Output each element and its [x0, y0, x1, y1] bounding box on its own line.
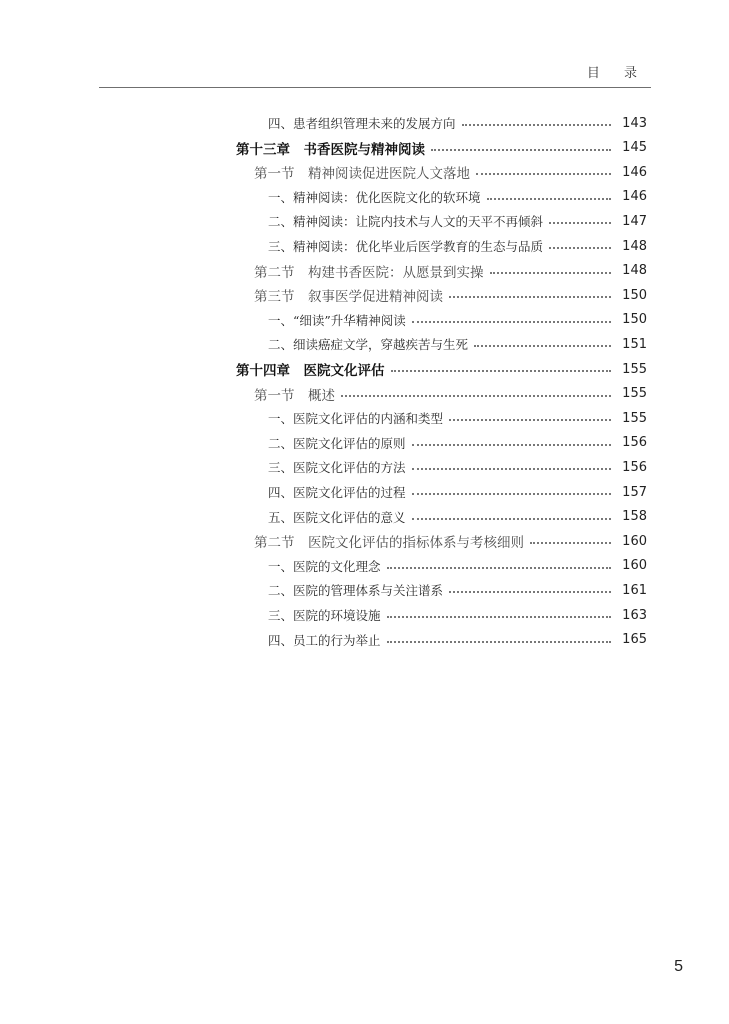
toc-entry-page-number: 158	[622, 509, 647, 525]
toc-entry-page-number: 143	[622, 115, 647, 131]
toc-entry-item[interactable]	[268, 579, 647, 601]
toc-entry-page-number: 146	[622, 189, 647, 205]
toc-entry-page-number: 155	[622, 361, 647, 377]
toc-entry-page-number: 146	[622, 164, 647, 180]
toc-entry-item[interactable]	[268, 210, 647, 232]
dot-leader	[431, 149, 611, 151]
toc-entry-title: 二、精神阅读：让院内技术与人文的天平不再倾斜	[268, 214, 544, 230]
toc-entry-title: 第十三章 书香医院与精神阅读	[236, 141, 425, 158]
toc-entry-title: 二、医院文化评估的原则	[268, 435, 406, 451]
toc-entry-title: 三、精神阅读：优化毕业后医学教育的生态与品质	[268, 239, 544, 254]
toc-entry-item[interactable]	[268, 235, 647, 257]
toc-entry-section[interactable]	[254, 260, 647, 282]
toc-entry-item[interactable]	[268, 309, 647, 331]
toc-entry-title: 二、细读癌症文学，穿越疾苦与生死	[268, 337, 469, 353]
toc-entry-title: 第一节 概述	[254, 387, 335, 404]
toc-entry-page-number: 148	[622, 263, 647, 279]
toc-entry-page-number: 157	[622, 484, 647, 500]
toc-entry-page-number: 161	[622, 582, 647, 598]
toc-entry-page-number: 156	[622, 435, 647, 451]
toc-entry-section[interactable]	[254, 383, 647, 405]
dot-leader	[449, 419, 611, 421]
toc-entry-item[interactable]	[268, 629, 647, 651]
toc-entry-page-number: 155	[622, 410, 647, 426]
toc-entry-item[interactable]	[268, 186, 647, 208]
toc-entry-title: 四、员工的行为举止	[268, 632, 381, 648]
toc-entry-item[interactable]	[268, 481, 647, 503]
toc-entry-page-number: 165	[622, 632, 647, 648]
toc-entry-title: 四、患者组织管理未来的发展方向	[268, 116, 456, 131]
toc-entry-item[interactable]	[268, 112, 647, 134]
dot-leader	[412, 321, 611, 323]
toc-entry-title: 第三节 叙事医学促进精神阅读	[254, 289, 443, 306]
dot-leader	[387, 641, 611, 643]
toc-entry-page-number: 151	[622, 336, 647, 352]
dot-leader	[387, 616, 611, 618]
toc-entry-page-number: 150	[622, 312, 647, 328]
toc-entry-title: 第十四章 医院文化评估	[236, 363, 385, 379]
toc-entry-page-number: 163	[622, 607, 647, 623]
toc-entry-page-number: 155	[622, 386, 647, 402]
dot-leader	[476, 173, 611, 175]
dot-leader	[412, 518, 611, 520]
toc-entry-item[interactable]	[268, 456, 647, 478]
toc-entry-title: 三、医院的环境设施	[268, 608, 381, 623]
toc-entry-page-number: 156	[622, 459, 647, 475]
dot-leader	[412, 493, 611, 495]
toc-entry-page-number: 150	[622, 287, 647, 303]
toc-entry-title: 一、医院的文化理念	[268, 558, 381, 574]
toc-entry-title: 四、医院文化评估的过程	[268, 485, 406, 500]
toc-entry-title: 一、“细读”升华精神阅读	[268, 312, 406, 328]
toc-entry-item[interactable]	[268, 432, 647, 454]
header-divider	[99, 87, 651, 88]
toc-entry-item[interactable]	[268, 604, 647, 626]
running-header-title: 目 录	[586, 66, 647, 81]
toc-entry-page-number: 145	[622, 140, 647, 156]
toc-entry-section[interactable]	[254, 161, 647, 183]
toc-entry-item[interactable]	[268, 333, 647, 355]
toc-entry-page-number: 148	[622, 238, 647, 254]
dot-leader	[474, 345, 611, 347]
dot-leader	[449, 296, 611, 298]
page-number: 5	[674, 958, 683, 975]
dot-leader	[412, 444, 611, 446]
toc-entry-chapter[interactable]	[236, 137, 647, 159]
toc-entry-title: 二、医院的管理体系与关注谱系	[268, 583, 444, 599]
toc-entry-section[interactable]	[254, 530, 647, 552]
dot-leader	[387, 567, 611, 569]
dot-leader	[462, 124, 611, 126]
dot-leader	[549, 222, 611, 224]
toc-entry-title: 三、医院文化评估的方法	[268, 460, 406, 476]
toc-entry-page-number: 147	[622, 213, 647, 229]
toc-entry-chapter[interactable]	[236, 358, 647, 380]
dot-leader	[449, 591, 611, 593]
dot-leader	[412, 468, 611, 470]
dot-leader	[530, 542, 611, 544]
toc-entry-page-number: 160	[622, 533, 647, 549]
toc-entry-title: 第一节 精神阅读促进医院人文落地	[254, 166, 470, 183]
dot-leader	[490, 272, 612, 274]
toc-entry-title: 第二节 构建书香医院：从愿景到实操	[254, 264, 484, 281]
dot-leader	[341, 395, 611, 397]
toc-entry-section[interactable]	[254, 284, 647, 306]
dot-leader	[391, 370, 612, 372]
toc-entry-item[interactable]	[268, 506, 647, 528]
dot-leader	[487, 198, 611, 200]
toc-entry-page-number: 160	[622, 558, 647, 574]
toc-entry-title: 五、医院文化评估的意义	[268, 509, 406, 525]
toc-entry-title: 一、医院文化评估的内涵和类型	[268, 411, 444, 427]
dot-leader	[549, 247, 611, 249]
toc-entry-title: 一、精神阅读：优化医院文化的软环境	[268, 189, 481, 205]
toc-entry-title: 第二节 医院文化评估的指标体系与考核细则	[254, 535, 524, 552]
toc-entry-item[interactable]	[268, 407, 647, 429]
toc-entry-item[interactable]	[268, 555, 647, 577]
